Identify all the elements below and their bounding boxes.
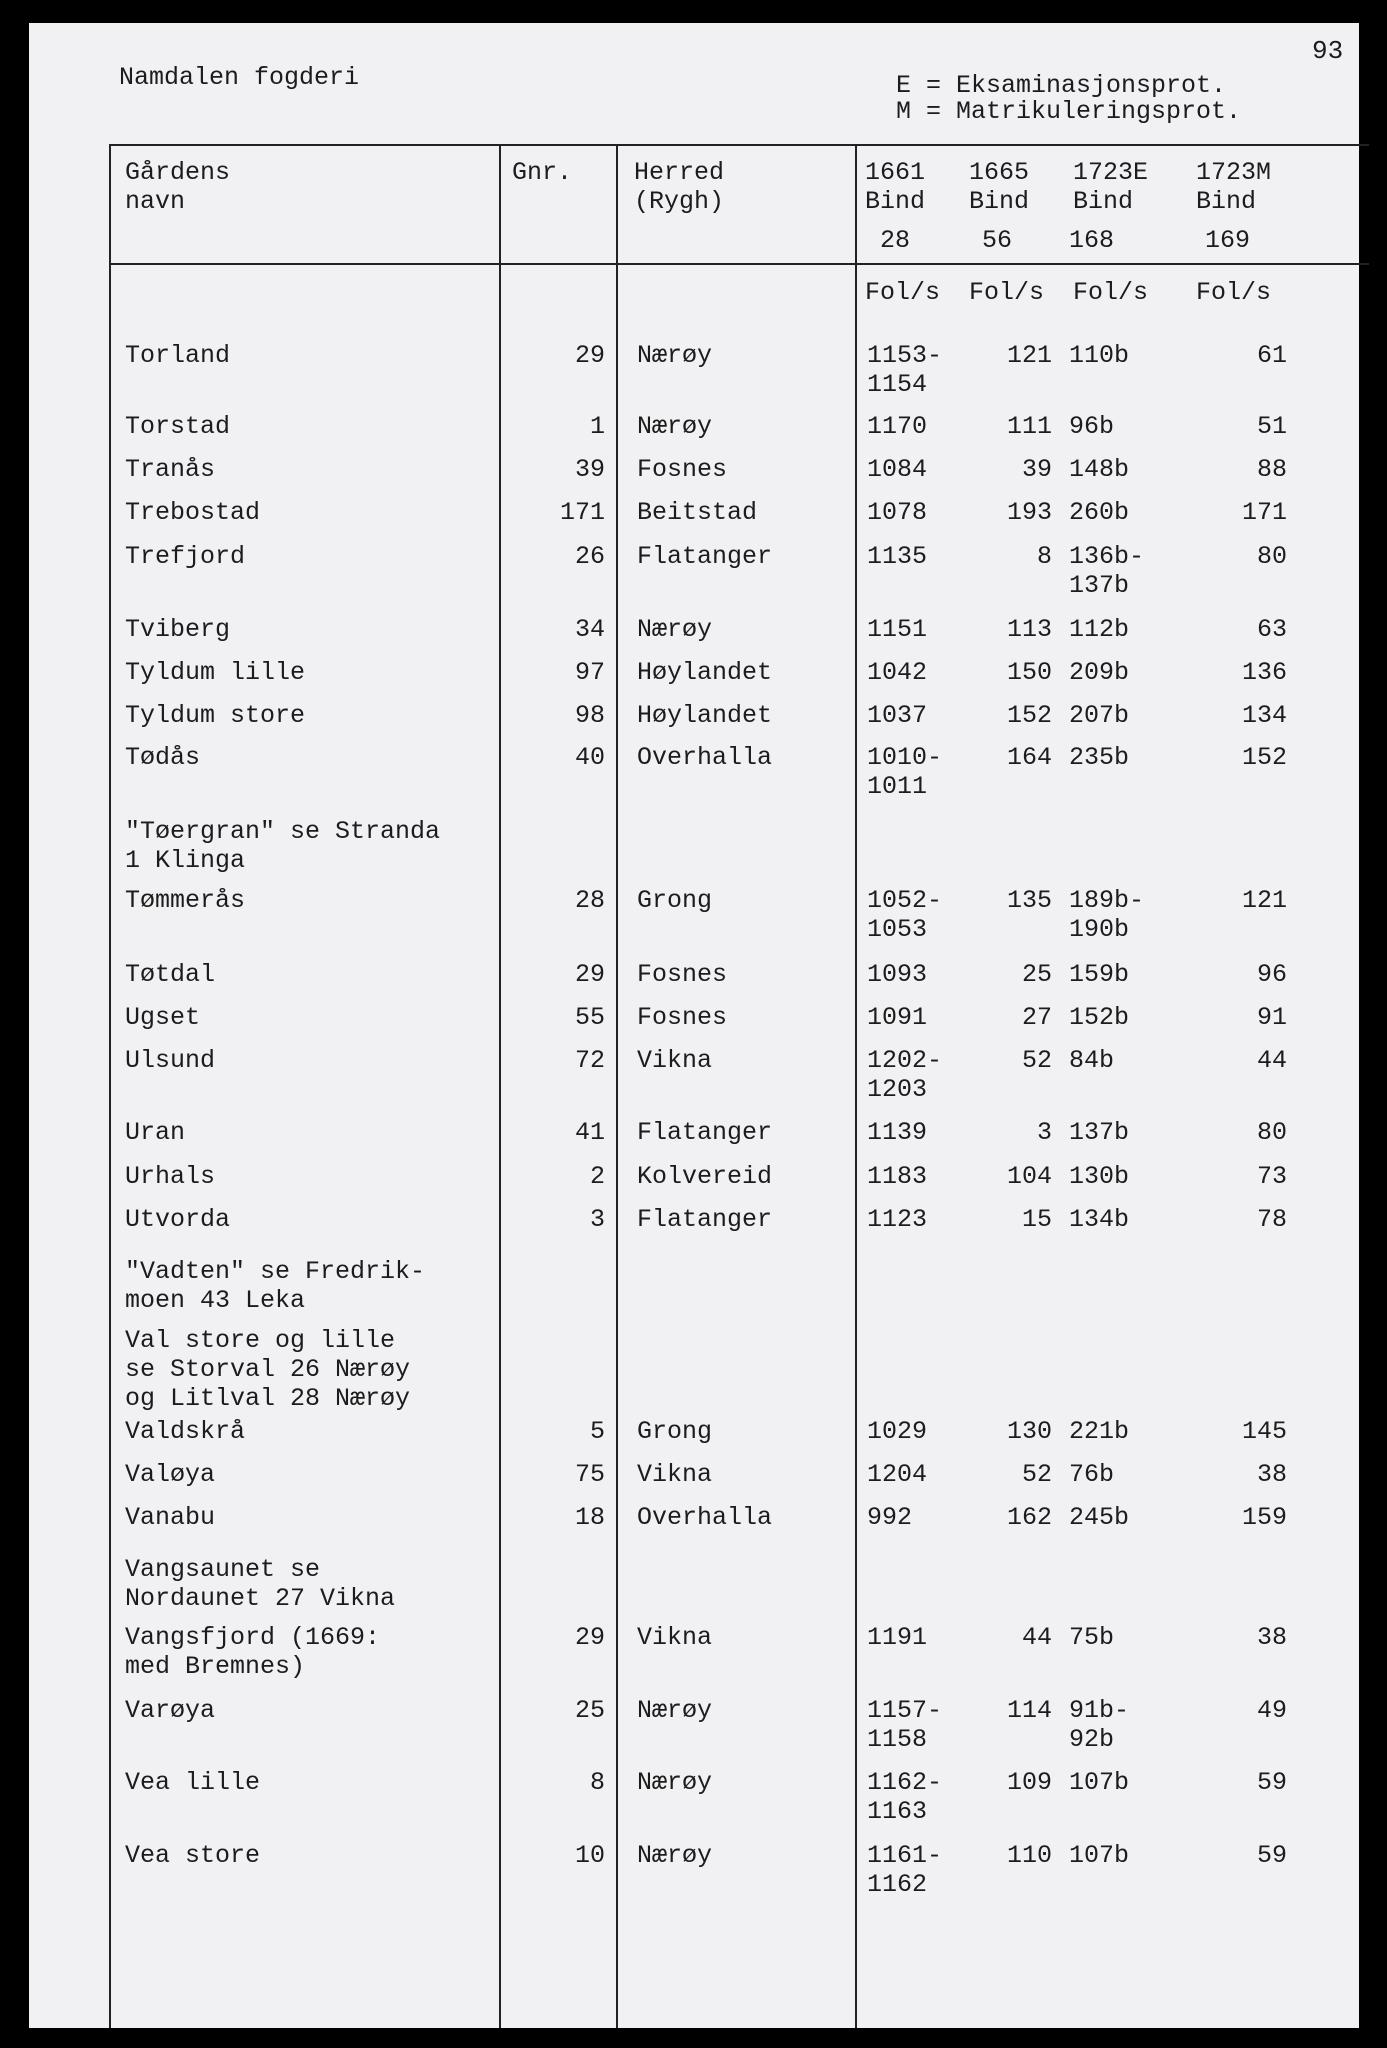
row-26-col-1723m: 59: [1256, 1768, 1287, 1797]
row-6-col-1723e: 112b: [1069, 615, 1130, 644]
row-5-col-1723m: 80: [1256, 542, 1287, 571]
row-7-col-1661: 1042: [867, 658, 928, 687]
header-1723e: 1723E Bind: [1073, 158, 1149, 216]
row-26-gnr: 8: [589, 1768, 605, 1797]
row-13-herred: Fosnes: [637, 1003, 728, 1032]
row-7-col-1723e: 209b: [1069, 658, 1130, 687]
row-18-name: "Vadten" se Fredrik- moen 43 Leka: [125, 1257, 426, 1315]
row-8-col-1665: 152: [1006, 701, 1052, 730]
row-21-herred: Vikna: [637, 1460, 713, 1489]
header-1661-fol: Fol/s: [865, 278, 941, 307]
row-16-name: Urhals: [125, 1162, 216, 1191]
row-22-col-1723e: 245b: [1069, 1503, 1130, 1532]
row-27-col-1723m: 59: [1256, 1841, 1287, 1870]
column-divider-gnr-herred: [616, 144, 618, 2028]
row-14-col-1665: 52: [1021, 1046, 1052, 1075]
row-4-gnr: 171: [559, 498, 605, 527]
row-14-col-1723m: 44: [1256, 1046, 1287, 1075]
row-16-col-1661: 1183: [867, 1162, 928, 1191]
header-1723e-bind-no: 168: [1069, 226, 1115, 255]
row-3-herred: Fosnes: [637, 455, 728, 484]
row-26-herred: Nærøy: [637, 1768, 713, 1797]
row-4-col-1665: 193: [1006, 498, 1052, 527]
row-26-col-1665: 109: [1006, 1768, 1052, 1797]
table-top-rule: [109, 144, 1369, 146]
page-number: 93: [1312, 36, 1344, 66]
row-27-name: Vea store: [125, 1841, 261, 1870]
row-15-herred: Flatanger: [637, 1118, 773, 1147]
row-3-col-1665: 39: [1021, 455, 1052, 484]
row-12-gnr: 29: [574, 960, 605, 989]
row-8-col-1723e: 207b: [1069, 701, 1130, 730]
row-9-herred: Overhalla: [637, 743, 773, 772]
row-22-name: Vanabu: [125, 1503, 216, 1532]
row-17-herred: Flatanger: [637, 1205, 773, 1234]
row-22-gnr: 18: [574, 1503, 605, 1532]
row-13-col-1665: 27: [1021, 1003, 1052, 1032]
row-16-gnr: 2: [589, 1162, 605, 1191]
row-20-col-1661: 1029: [867, 1417, 928, 1446]
row-4-name: Trebostad: [125, 498, 261, 527]
row-17-name: Utvorda: [125, 1205, 231, 1234]
row-23-name: Vangsaunet se Nordaunet 27 Vikna: [125, 1555, 396, 1613]
row-3-col-1723e: 148b: [1069, 455, 1130, 484]
row-12-col-1723e: 159b: [1069, 960, 1130, 989]
row-27-herred: Nærøy: [637, 1841, 713, 1870]
row-5-gnr: 26: [574, 542, 605, 571]
row-24-col-1723m: 38: [1256, 1623, 1287, 1652]
header-1723m: 1723M Bind: [1196, 158, 1272, 216]
row-25-col-1665: 114: [1006, 1696, 1052, 1725]
row-24-col-1723e: 75b: [1069, 1623, 1115, 1652]
row-27-col-1661: 1161- 1162: [867, 1841, 943, 1899]
row-3-gnr: 39: [574, 455, 605, 484]
row-3-col-1661: 1084: [867, 455, 928, 484]
row-3-col-1723m: 88: [1256, 455, 1287, 484]
row-3-name: Tranås: [125, 455, 216, 484]
row-20-name: Valdskrå: [125, 1417, 246, 1446]
row-14-herred: Vikna: [637, 1046, 713, 1075]
row-27-col-1723e: 107b: [1069, 1841, 1130, 1870]
row-11-col-1723m: 121: [1241, 886, 1287, 915]
row-26-col-1723e: 107b: [1069, 1768, 1130, 1797]
header-1665-bind-no: 56: [982, 226, 1013, 255]
header-1661: 1661 Bind: [865, 158, 926, 216]
legend-m: M = Matrikuleringsprot.: [896, 97, 1242, 126]
row-2-col-1665: 111: [1006, 412, 1052, 441]
row-17-col-1665: 15: [1021, 1205, 1052, 1234]
row-6-col-1661: 1151: [867, 615, 928, 644]
row-15-col-1723m: 80: [1256, 1118, 1287, 1147]
row-14-name: Ulsund: [125, 1046, 216, 1075]
row-6-col-1723m: 63: [1256, 615, 1287, 644]
row-4-col-1723e: 260b: [1069, 498, 1130, 527]
legend-e: E = Eksaminasjonsprot.: [896, 71, 1227, 100]
row-6-col-1665: 113: [1006, 615, 1052, 644]
row-20-herred: Grong: [637, 1417, 713, 1446]
row-11-herred: Grong: [637, 886, 713, 915]
row-17-col-1723e: 134b: [1069, 1205, 1130, 1234]
row-15-col-1665: 3: [1036, 1118, 1052, 1147]
row-16-herred: Kolvereid: [637, 1162, 773, 1191]
row-7-col-1723m: 136: [1241, 658, 1287, 687]
row-21-col-1665: 52: [1021, 1460, 1052, 1489]
row-2-col-1723e: 96b: [1069, 412, 1115, 441]
row-16-col-1723e: 130b: [1069, 1162, 1130, 1191]
row-24-gnr: 29: [574, 1623, 605, 1652]
row-25-col-1723e: 91b- 92b: [1069, 1696, 1130, 1754]
row-1-name: Torland: [125, 341, 231, 370]
row-21-col-1661: 1204: [867, 1460, 928, 1489]
row-13-gnr: 55: [574, 1003, 605, 1032]
row-1-herred: Nærøy: [637, 341, 713, 370]
row-10-name: "Tøergran" se Stranda 1 Klinga: [125, 817, 441, 875]
row-21-name: Valøya: [125, 1460, 216, 1489]
row-22-col-1723m: 159: [1241, 1503, 1287, 1532]
row-25-col-1723m: 49: [1256, 1696, 1287, 1725]
row-9-col-1723e: 235b: [1069, 743, 1130, 772]
row-1-col-1723e: 110b: [1069, 341, 1130, 370]
row-2-col-1661: 1170: [867, 412, 928, 441]
row-17-col-1661: 1123: [867, 1205, 928, 1234]
row-21-gnr: 75: [574, 1460, 605, 1489]
row-7-herred: Høylandet: [637, 658, 773, 687]
row-1-col-1665: 121: [1006, 341, 1052, 370]
district-title: Namdalen fogderi: [119, 63, 360, 92]
row-11-col-1665: 135: [1006, 886, 1052, 915]
row-7-col-1665: 150: [1006, 658, 1052, 687]
row-5-col-1723e: 136b- 137b: [1069, 542, 1145, 600]
column-divider-left: [109, 144, 111, 2028]
row-8-gnr: 98: [574, 701, 605, 730]
row-5-col-1661: 1135: [867, 542, 928, 571]
row-14-col-1723e: 84b: [1069, 1046, 1115, 1075]
row-20-col-1723e: 221b: [1069, 1417, 1130, 1446]
row-11-col-1661: 1052- 1053: [867, 886, 943, 944]
row-20-gnr: 5: [589, 1417, 605, 1446]
row-25-herred: Nærøy: [637, 1696, 713, 1725]
header-herred: Herred (Rygh): [634, 158, 725, 216]
row-13-col-1661: 1091: [867, 1003, 928, 1032]
header-1665-fol: Fol/s: [969, 278, 1045, 307]
row-17-gnr: 3: [589, 1205, 605, 1234]
row-24-col-1665: 44: [1021, 1623, 1052, 1652]
row-24-herred: Vikna: [637, 1623, 713, 1652]
row-14-gnr: 72: [574, 1046, 605, 1075]
row-2-name: Torstad: [125, 412, 231, 441]
row-25-name: Varøya: [125, 1696, 216, 1725]
header-1661-bind-no: 28: [880, 226, 911, 255]
row-24-name: Vangsfjord (1669: med Bremnes): [125, 1623, 381, 1681]
row-22-col-1661: 992: [867, 1503, 913, 1532]
row-19-name: Val store og lille se Storval 26 Nærøy og Litlval 28 Nærøy: [125, 1326, 411, 1413]
row-9-name: Tødås: [125, 743, 201, 772]
header-1723e-fol: Fol/s: [1073, 278, 1149, 307]
row-26-name: Vea lille: [125, 1768, 261, 1797]
header-name: Gårdens navn: [125, 158, 231, 216]
row-15-gnr: 41: [574, 1118, 605, 1147]
row-7-gnr: 97: [574, 658, 605, 687]
row-16-col-1665: 104: [1006, 1162, 1052, 1191]
header-1723m-fol: Fol/s: [1196, 278, 1272, 307]
row-9-col-1661: 1010- 1011: [867, 743, 943, 801]
row-9-gnr: 40: [574, 743, 605, 772]
row-12-col-1665: 25: [1021, 960, 1052, 989]
row-9-col-1665: 164: [1006, 743, 1052, 772]
row-15-name: Uran: [125, 1118, 186, 1147]
row-8-name: Tyldum store: [125, 701, 306, 730]
row-4-col-1661: 1078: [867, 498, 928, 527]
row-13-col-1723e: 152b: [1069, 1003, 1130, 1032]
row-26-col-1661: 1162- 1163: [867, 1768, 943, 1826]
row-12-herred: Fosnes: [637, 960, 728, 989]
row-22-col-1665: 162: [1006, 1503, 1052, 1532]
row-13-name: Ugset: [125, 1003, 201, 1032]
row-11-name: Tømmerås: [125, 886, 246, 915]
row-4-col-1723m: 171: [1241, 498, 1287, 527]
row-6-herred: Nærøy: [637, 615, 713, 644]
row-5-name: Trefjord: [125, 542, 246, 571]
row-12-col-1723m: 96: [1256, 960, 1287, 989]
header-1665: 1665 Bind: [969, 158, 1030, 216]
row-21-col-1723e: 76b: [1069, 1460, 1115, 1489]
header-1723m-bind-no: 169: [1205, 226, 1251, 255]
row-16-col-1723m: 73: [1256, 1162, 1287, 1191]
row-1-col-1661: 1153- 1154: [867, 341, 943, 399]
header-gnr: Gnr.: [512, 158, 573, 187]
row-24-col-1661: 1191: [867, 1623, 928, 1652]
row-17-col-1723m: 78: [1256, 1205, 1287, 1234]
row-1-col-1723m: 61: [1256, 341, 1287, 370]
row-12-col-1661: 1093: [867, 960, 928, 989]
row-7-name: Tyldum lille: [125, 658, 306, 687]
row-6-name: Tviberg: [125, 615, 231, 644]
row-27-col-1665: 110: [1006, 1841, 1052, 1870]
row-25-col-1661: 1157- 1158: [867, 1696, 943, 1754]
row-6-gnr: 34: [574, 615, 605, 644]
row-13-col-1723m: 91: [1256, 1003, 1287, 1032]
row-14-col-1661: 1202- 1203: [867, 1046, 943, 1104]
row-2-herred: Nærøy: [637, 412, 713, 441]
row-2-col-1723m: 51: [1256, 412, 1287, 441]
row-4-herred: Beitstad: [637, 498, 758, 527]
row-20-col-1723m: 145: [1241, 1417, 1287, 1446]
row-20-col-1665: 130: [1006, 1417, 1052, 1446]
row-11-gnr: 28: [574, 886, 605, 915]
row-21-col-1723m: 38: [1256, 1460, 1287, 1489]
row-25-gnr: 25: [574, 1696, 605, 1725]
row-2-gnr: 1: [589, 412, 605, 441]
row-22-herred: Overhalla: [637, 1503, 773, 1532]
row-9-col-1723m: 152: [1241, 743, 1287, 772]
row-8-herred: Høylandet: [637, 701, 773, 730]
row-5-col-1665: 8: [1036, 542, 1052, 571]
header-bottom-rule: [109, 263, 1369, 265]
row-5-herred: Flatanger: [637, 542, 773, 571]
row-27-gnr: 10: [574, 1841, 605, 1870]
row-15-col-1661: 1139: [867, 1118, 928, 1147]
document-page: [29, 23, 1359, 2028]
row-12-name: Tøtdal: [125, 960, 216, 989]
row-8-col-1723m: 134: [1241, 701, 1287, 730]
row-8-col-1661: 1037: [867, 701, 928, 730]
row-1-gnr: 29: [574, 341, 605, 370]
row-11-col-1723e: 189b- 190b: [1069, 886, 1145, 944]
row-15-col-1723e: 137b: [1069, 1118, 1130, 1147]
